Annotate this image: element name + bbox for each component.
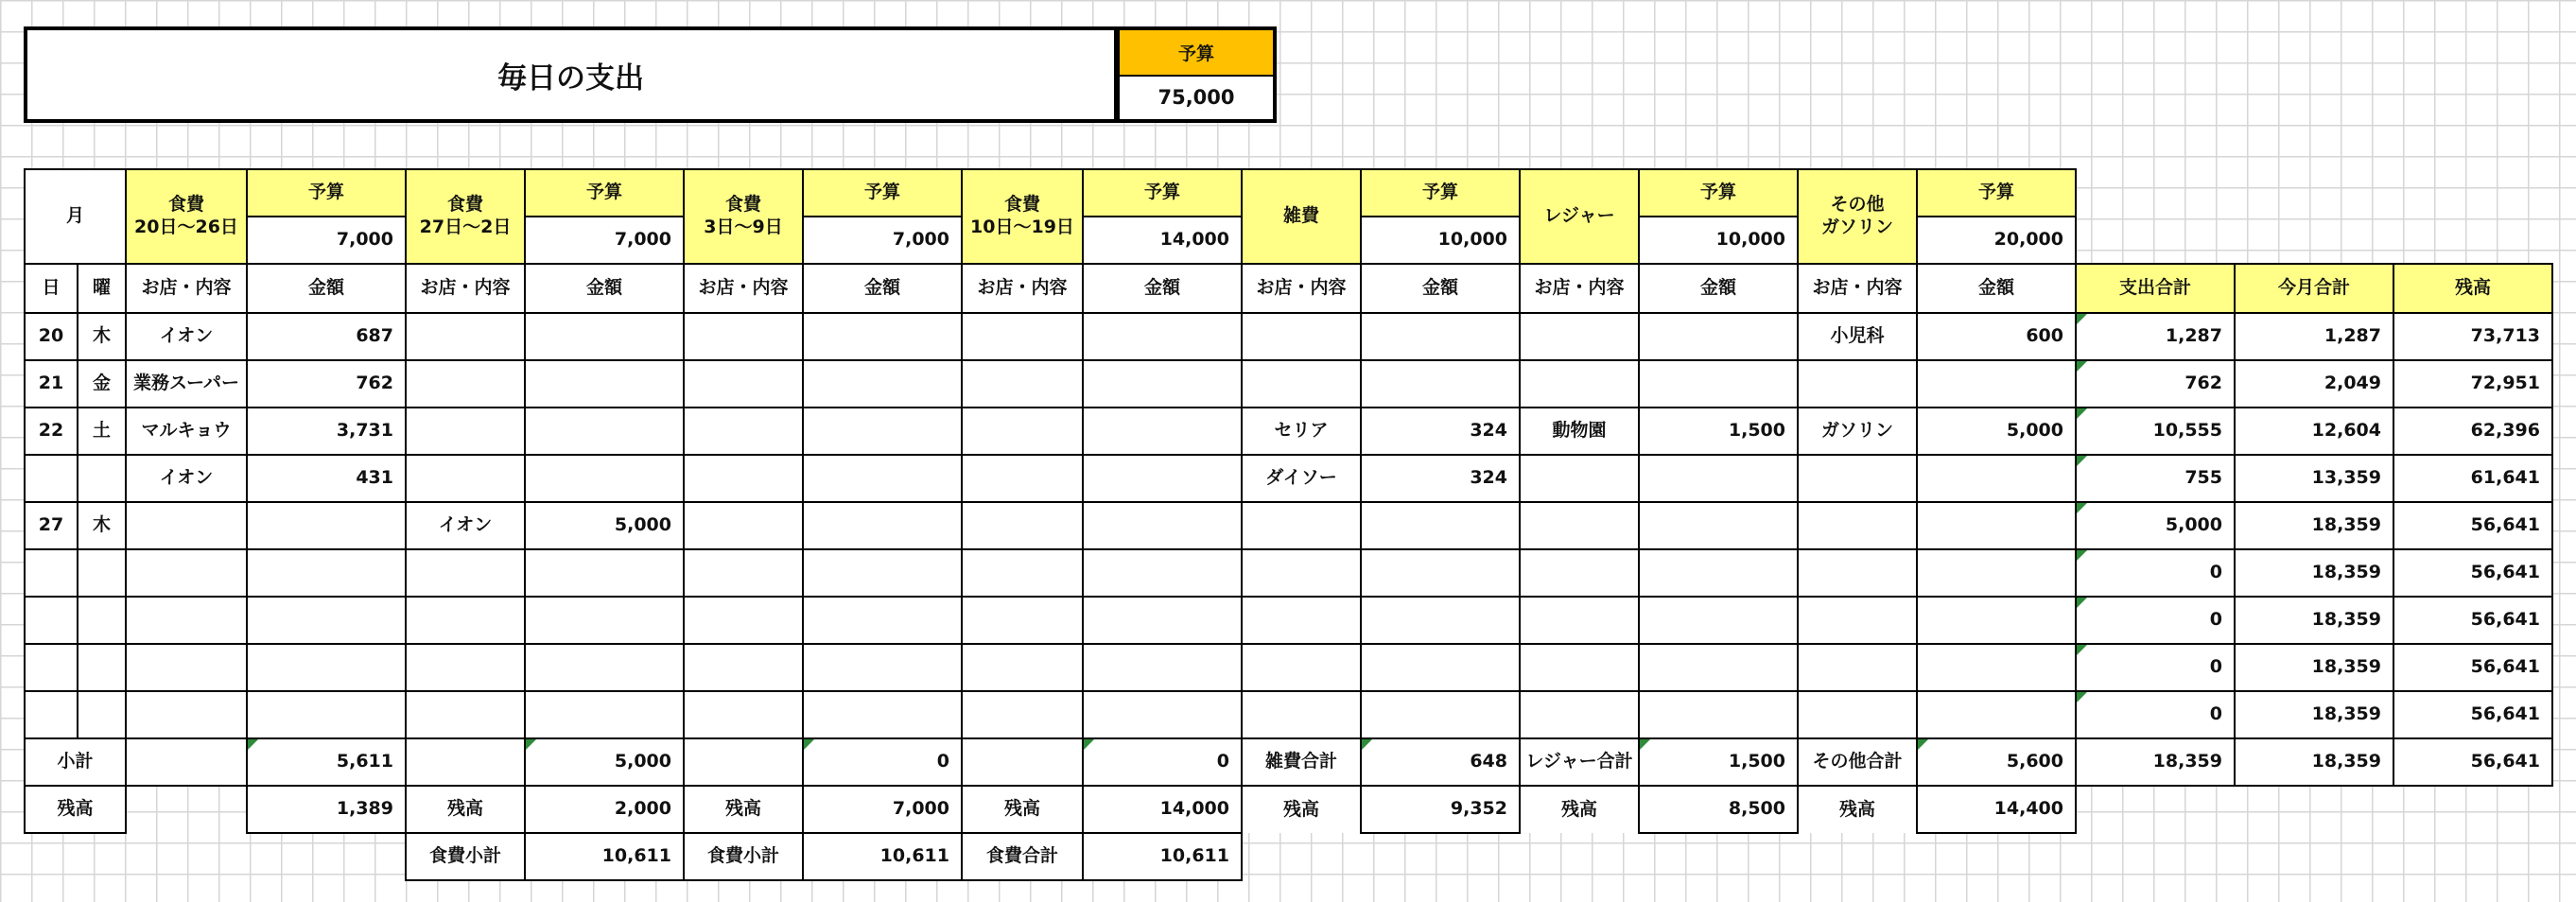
store-cell[interactable] (1798, 644, 1917, 691)
subtotal-food-1[interactable]: 5,611 (247, 738, 406, 786)
weekday-cell[interactable]: 土 (78, 408, 126, 455)
store-cell[interactable]: 業務スーパー (126, 360, 247, 408)
amount-cell[interactable] (1639, 313, 1798, 360)
store-cell[interactable] (1520, 691, 1639, 738)
amount-cell[interactable] (1083, 313, 1242, 360)
expense-ledger (24, 168, 2553, 881)
store-cell[interactable]: イオン (126, 313, 247, 360)
store-cell[interactable] (684, 644, 803, 691)
store-header: お店・内容 (1242, 264, 1361, 313)
spacer (2076, 169, 2552, 217)
amount-cell[interactable] (1639, 691, 1798, 738)
subtotal-food-4[interactable]: 0 (1083, 738, 1242, 786)
day-cell[interactable] (25, 549, 78, 597)
category-budget-food-3[interactable]: 7,000 (803, 217, 962, 264)
day-cell[interactable]: 20 (25, 313, 78, 360)
balance-food-4[interactable]: 14,000 (1083, 786, 1242, 833)
store-cell[interactable] (406, 549, 525, 597)
other-total-label: その他合計 (1798, 738, 1917, 786)
weekday-cell[interactable] (78, 549, 126, 597)
month-total-cell[interactable]: 18,359 (2235, 691, 2393, 738)
category-name: 食費 (1003, 194, 1040, 216)
amount-cell[interactable] (525, 360, 684, 408)
balance-cell[interactable]: 56,641 (2393, 644, 2552, 691)
month-total-header: 今月合計 (2235, 264, 2393, 313)
category-header-food-4 (962, 169, 1083, 264)
store-cell[interactable] (406, 313, 525, 360)
store-cell[interactable] (406, 360, 525, 408)
store-header: お店・内容 (1798, 264, 1917, 313)
amount-cell[interactable] (1639, 455, 1798, 502)
spend-total-cell[interactable]: 0 (2076, 644, 2235, 691)
month-total-cell[interactable]: 18,359 (2235, 597, 2393, 644)
amount-cell[interactable] (247, 502, 406, 549)
store-cell[interactable] (1798, 691, 1917, 738)
store-cell[interactable] (962, 360, 1083, 408)
empty-cell (406, 738, 525, 786)
amount-cell[interactable] (1361, 313, 1520, 360)
spacer (2076, 786, 2552, 833)
amount-cell[interactable] (525, 313, 684, 360)
category-budget-food-2[interactable]: 7,000 (525, 217, 684, 264)
amount-cell[interactable] (1083, 502, 1242, 549)
balance-other[interactable]: 14,400 (1917, 786, 2076, 833)
month-total-cell[interactable]: 12,604 (2235, 408, 2393, 455)
table-row (25, 597, 2552, 644)
table-row (25, 408, 2552, 455)
store-header: お店・内容 (406, 264, 525, 313)
category-name: 食費 (167, 194, 204, 216)
balance-label-food-2: 残高 (406, 786, 525, 833)
weekday-cell[interactable]: 木 (78, 313, 126, 360)
balance-label-other: 残高 (1798, 786, 1917, 833)
day-cell[interactable] (25, 597, 78, 644)
amount-cell[interactable] (803, 549, 962, 597)
amount-cell[interactable] (1083, 691, 1242, 738)
category-name: その他 (1830, 194, 1885, 216)
month-total-cell[interactable]: 13,359 (2235, 455, 2393, 502)
store-cell[interactable] (962, 313, 1083, 360)
amount-cell[interactable] (1361, 691, 1520, 738)
table-row (25, 549, 2552, 597)
balance-label-food-3: 残高 (684, 786, 803, 833)
store-cell[interactable] (684, 549, 803, 597)
store-cell[interactable] (684, 691, 803, 738)
store-cell[interactable] (962, 644, 1083, 691)
balance-label-food-4: 残高 (962, 786, 1083, 833)
store-cell[interactable] (1520, 313, 1639, 360)
category-header-food-3 (684, 169, 803, 264)
amount-cell[interactable] (803, 597, 962, 644)
day-cell[interactable]: 21 (25, 360, 78, 408)
store-cell[interactable] (126, 644, 247, 691)
store-cell[interactable] (406, 644, 525, 691)
store-cell[interactable] (1242, 360, 1361, 408)
store-cell[interactable]: 小児科 (1798, 313, 1917, 360)
amount-cell[interactable] (1083, 408, 1242, 455)
month-total-cell[interactable]: 18,359 (2235, 502, 2393, 549)
amount-cell[interactable] (525, 455, 684, 502)
balance-cell[interactable]: 61,641 (2393, 455, 2552, 502)
subtotal-label: 小計 (25, 738, 126, 786)
store-cell[interactable]: セリア (1242, 408, 1361, 455)
day-cell[interactable]: 27 (25, 502, 78, 549)
month-total-cell[interactable]: 18,359 (2235, 549, 2393, 597)
spend-total-header: 支出合計 (2076, 264, 2235, 313)
food-subtotal-label: 食費小計 (406, 833, 525, 880)
amount-cell[interactable] (525, 408, 684, 455)
table-row (25, 455, 2552, 502)
table-row (25, 502, 2552, 549)
amount-cell[interactable] (1639, 644, 1798, 691)
balance-cell[interactable]: 56,641 (2393, 691, 2552, 738)
store-cell[interactable] (406, 691, 525, 738)
amount-cell[interactable] (247, 549, 406, 597)
subtotal-misc[interactable]: 648 (1361, 738, 1520, 786)
amount-cell[interactable] (1639, 360, 1798, 408)
category-period: ガソリン (1820, 217, 1893, 237)
amount-header: 金額 (1917, 264, 2076, 313)
store-cell[interactable] (406, 455, 525, 502)
amount-cell[interactable] (1361, 549, 1520, 597)
amount-cell[interactable] (1917, 360, 2076, 408)
spend-total-cell[interactable]: 0 (2076, 691, 2235, 738)
amount-cell[interactable] (803, 455, 962, 502)
empty-cell (126, 738, 247, 786)
category-name: 雑費 (1282, 205, 1319, 227)
food-subtotal-label: 食費合計 (962, 833, 1083, 880)
amount-cell[interactable] (1917, 455, 2076, 502)
store-cell[interactable] (684, 360, 803, 408)
store-cell[interactable] (1798, 455, 1917, 502)
amount-cell[interactable]: 324 (1361, 408, 1520, 455)
store-cell[interactable] (1242, 549, 1361, 597)
store-cell[interactable] (1520, 502, 1639, 549)
day-cell[interactable] (25, 691, 78, 738)
category-period: 27日〜2日 (419, 217, 512, 237)
store-cell[interactable] (962, 597, 1083, 644)
store-cell[interactable]: イオン (406, 502, 525, 549)
store-cell[interactable] (684, 455, 803, 502)
sheet-title: 毎日の支出 (24, 26, 1118, 123)
spend-total-cell[interactable]: 755 (2076, 455, 2235, 502)
month-header: 月 (25, 169, 126, 264)
balance-food-3[interactable]: 7,000 (803, 786, 962, 833)
amount-cell[interactable] (1361, 360, 1520, 408)
food-subtotal-value[interactable]: 10,611 (803, 833, 962, 880)
spend-total-cell[interactable]: 1,287 (2076, 313, 2235, 360)
month-total-cell[interactable]: 2,049 (2235, 360, 2393, 408)
food-subtotal-label: 食費小計 (684, 833, 803, 880)
store-cell[interactable]: 動物園 (1520, 408, 1639, 455)
store-cell[interactable] (1242, 691, 1361, 738)
subtotal-balance[interactable]: 56,641 (2393, 738, 2552, 786)
store-cell[interactable] (1242, 502, 1361, 549)
amount-cell[interactable]: 431 (247, 455, 406, 502)
amount-cell[interactable]: 5,000 (525, 502, 684, 549)
empty-cell (126, 786, 247, 833)
total-budget-label: 予算 (1120, 30, 1273, 77)
weekday-cell[interactable] (78, 455, 126, 502)
amount-header: 金額 (1083, 264, 1242, 313)
day-cell[interactable] (25, 644, 78, 691)
amount-cell[interactable] (803, 360, 962, 408)
amount-cell[interactable] (803, 313, 962, 360)
food-subtotal-value[interactable]: 10,611 (1083, 833, 1242, 880)
amount-cell[interactable]: 762 (247, 360, 406, 408)
spend-total-cell[interactable]: 0 (2076, 597, 2235, 644)
store-cell[interactable] (1798, 502, 1917, 549)
amount-cell[interactable] (1639, 597, 1798, 644)
amount-cell[interactable] (1361, 644, 1520, 691)
store-cell[interactable] (962, 502, 1083, 549)
balance-cell[interactable]: 56,641 (2393, 549, 2552, 597)
amount-cell[interactable] (525, 644, 684, 691)
amount-cell[interactable] (1083, 455, 1242, 502)
store-cell[interactable] (406, 408, 525, 455)
store-cell[interactable] (126, 691, 247, 738)
amount-header: 金額 (247, 264, 406, 313)
category-budget-label-food-2: 予算 (525, 169, 684, 217)
store-cell[interactable]: ダイソー (1242, 455, 1361, 502)
amount-cell[interactable] (1361, 502, 1520, 549)
amount-cell[interactable] (525, 597, 684, 644)
balance-food-2[interactable]: 2,000 (525, 786, 684, 833)
balance-cell[interactable]: 72,951 (2393, 360, 2552, 408)
category-budget-other[interactable]: 20,000 (1917, 217, 2076, 264)
store-header: お店・内容 (684, 264, 803, 313)
category-header-food-1 (126, 169, 247, 264)
balance-label-misc: 残高 (1242, 786, 1361, 833)
spacer (25, 833, 406, 880)
store-cell[interactable] (684, 313, 803, 360)
spend-total-cell[interactable]: 10,555 (2076, 408, 2235, 455)
store-cell[interactable] (684, 502, 803, 549)
store-cell[interactable] (1798, 597, 1917, 644)
category-budget-label-food-4: 予算 (1083, 169, 1242, 217)
subtotal-other[interactable]: 5,600 (1917, 738, 2076, 786)
category-name: 食費 (724, 194, 761, 216)
store-header: お店・内容 (962, 264, 1083, 313)
store-cell[interactable] (1520, 455, 1639, 502)
balance-leisure[interactable]: 8,500 (1639, 786, 1798, 833)
amount-cell[interactable] (1917, 644, 2076, 691)
store-cell[interactable] (126, 597, 247, 644)
food-subtotal-value[interactable]: 10,611 (525, 833, 684, 880)
leisure-total-label: レジャー合計 (1520, 738, 1639, 786)
category-budget-label-food-3: 予算 (803, 169, 962, 217)
subtotal-food-2[interactable]: 5,000 (525, 738, 684, 786)
amount-cell[interactable] (1083, 597, 1242, 644)
category-budget-label-misc: 予算 (1361, 169, 1520, 217)
amount-cell[interactable] (247, 691, 406, 738)
amount-cell[interactable] (1083, 644, 1242, 691)
category-budget-label-leisure: 予算 (1639, 169, 1798, 217)
amount-cell[interactable]: 324 (1361, 455, 1520, 502)
category-budget-food-4[interactable]: 14,000 (1083, 217, 1242, 264)
category-period: 10日〜19日 (970, 217, 1074, 237)
store-cell[interactable] (1520, 360, 1639, 408)
store-cell[interactable] (1520, 644, 1639, 691)
store-cell[interactable] (1798, 360, 1917, 408)
amount-cell[interactable] (1083, 549, 1242, 597)
amount-cell[interactable]: 3,731 (247, 408, 406, 455)
category-budget-label-other: 予算 (1917, 169, 2076, 217)
subtotal-month[interactable]: 18,359 (2235, 738, 2393, 786)
store-header: お店・内容 (1520, 264, 1639, 313)
category-budget-leisure[interactable]: 10,000 (1639, 217, 1798, 264)
total-budget-value[interactable]: 75,000 (1157, 85, 1235, 109)
amount-cell[interactable] (1917, 597, 2076, 644)
total-budget-box (1118, 26, 1277, 123)
amount-cell[interactable] (1917, 549, 2076, 597)
subtotal-spend[interactable]: 18,359 (2076, 738, 2235, 786)
balance-misc[interactable]: 9,352 (1361, 786, 1520, 833)
category-budget-misc[interactable]: 10,000 (1361, 217, 1520, 264)
store-cell[interactable] (1798, 549, 1917, 597)
category-name: レジャー (1543, 205, 1615, 227)
category-name: 食費 (446, 194, 483, 216)
weekday-cell[interactable]: 木 (78, 502, 126, 549)
store-cell[interactable]: ガソリン (1798, 408, 1917, 455)
misc-total-label: 雑費合計 (1242, 738, 1361, 786)
category-budget-label-food-1: 予算 (247, 169, 406, 217)
amount-cell[interactable]: 5,000 (1917, 408, 2076, 455)
amount-header: 金額 (803, 264, 962, 313)
amount-header: 金額 (1639, 264, 1798, 313)
store-header: お店・内容 (126, 264, 247, 313)
amount-cell[interactable] (803, 502, 962, 549)
amount-cell[interactable] (1083, 360, 1242, 408)
store-cell[interactable] (962, 408, 1083, 455)
amount-cell[interactable]: 687 (247, 313, 406, 360)
amount-cell[interactable] (1917, 502, 2076, 549)
store-cell[interactable] (1242, 597, 1361, 644)
store-cell[interactable]: マルキョウ (126, 408, 247, 455)
month-total-cell[interactable]: 18,359 (2235, 644, 2393, 691)
amount-cell[interactable] (803, 408, 962, 455)
category-period: 20日〜26日 (134, 217, 238, 237)
store-cell[interactable] (1520, 549, 1639, 597)
day-cell[interactable] (25, 455, 78, 502)
amount-cell[interactable] (247, 644, 406, 691)
day-cell[interactable]: 22 (25, 408, 78, 455)
amount-header: 金額 (1361, 264, 1520, 313)
balance-label: 残高 (25, 786, 126, 833)
spacer (2076, 217, 2552, 264)
category-header-leisure (1520, 169, 1639, 264)
balance-cell[interactable]: 56,641 (2393, 502, 2552, 549)
amount-cell[interactable] (247, 597, 406, 644)
day-header: 日 (25, 264, 78, 313)
amount-cell[interactable] (525, 691, 684, 738)
store-cell[interactable] (1242, 644, 1361, 691)
category-header-food-2 (406, 169, 525, 264)
weekday-cell[interactable] (78, 691, 126, 738)
subtotal-food-3[interactable]: 0 (803, 738, 962, 786)
spend-total-cell[interactable]: 762 (2076, 360, 2235, 408)
weekday-cell[interactable]: 金 (78, 360, 126, 408)
weekday-cell[interactable] (78, 644, 126, 691)
amount-cell[interactable] (1361, 597, 1520, 644)
table-row (25, 313, 2552, 360)
amount-cell[interactable] (1917, 691, 2076, 738)
balance-food-1[interactable]: 1,389 (247, 786, 406, 833)
balance-cell[interactable]: 56,641 (2393, 597, 2552, 644)
subtotal-leisure[interactable]: 1,500 (1639, 738, 1798, 786)
amount-cell[interactable] (803, 691, 962, 738)
store-cell[interactable] (962, 691, 1083, 738)
amount-cell[interactable] (1639, 549, 1798, 597)
store-cell[interactable] (1242, 313, 1361, 360)
empty-cell (962, 738, 1083, 786)
store-cell[interactable]: イオン (126, 455, 247, 502)
weekday-header: 曜 (78, 264, 126, 313)
spacer (1242, 833, 2552, 880)
category-header-misc (1242, 169, 1361, 264)
store-cell[interactable] (684, 597, 803, 644)
store-cell[interactable] (126, 549, 247, 597)
balance-label-leisure: 残高 (1520, 786, 1639, 833)
amount-cell[interactable] (1639, 502, 1798, 549)
spend-total-cell[interactable]: 0 (2076, 549, 2235, 597)
category-budget-food-1[interactable]: 7,000 (247, 217, 406, 264)
spend-total-cell[interactable]: 5,000 (2076, 502, 2235, 549)
amount-cell[interactable] (803, 644, 962, 691)
table-row (25, 360, 2552, 408)
amount-cell[interactable] (525, 549, 684, 597)
store-cell[interactable] (1520, 597, 1639, 644)
store-cell[interactable] (962, 549, 1083, 597)
balance-header: 残高 (2393, 264, 2552, 313)
weekday-cell[interactable] (78, 597, 126, 644)
store-cell[interactable] (684, 408, 803, 455)
balance-cell[interactable]: 62,396 (2393, 408, 2552, 455)
store-cell[interactable] (126, 502, 247, 549)
balance-cell[interactable]: 73,713 (2393, 313, 2552, 360)
category-period: 3日〜9日 (704, 217, 783, 237)
table-row (25, 691, 2552, 738)
amount-cell[interactable]: 1,500 (1639, 408, 1798, 455)
amount-cell[interactable]: 600 (1917, 313, 2076, 360)
store-cell[interactable] (962, 455, 1083, 502)
store-cell[interactable] (406, 597, 525, 644)
category-header-other (1798, 169, 1917, 264)
empty-cell (684, 738, 803, 786)
table-row (25, 644, 2552, 691)
amount-header: 金額 (525, 264, 684, 313)
month-total-cell[interactable]: 1,287 (2235, 313, 2393, 360)
